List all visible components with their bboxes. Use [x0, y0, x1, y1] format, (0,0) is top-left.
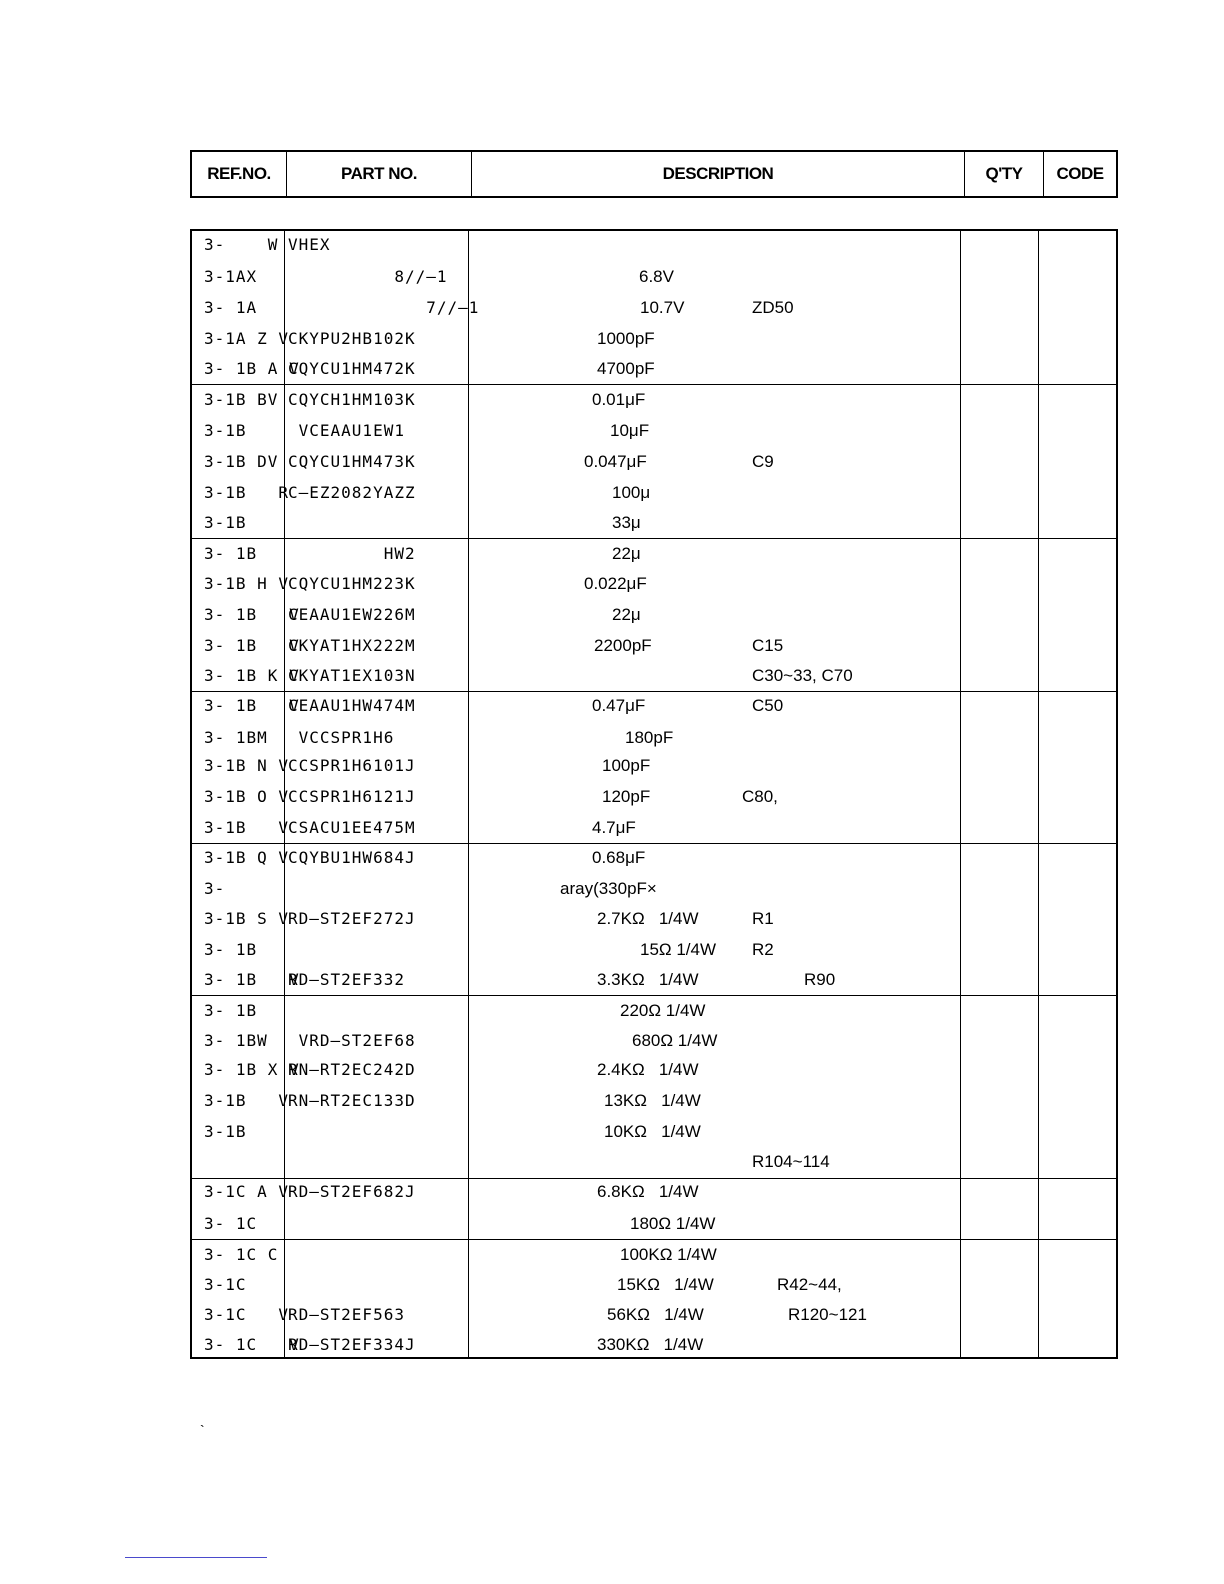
description-note: C30~33, C70 [752, 666, 853, 685]
table-row [192, 1271, 1116, 1301]
header-description: DESCRIPTION [472, 152, 965, 196]
ref-no-cell: 3- 1A [204, 298, 258, 317]
ref-no-cell: 3- 1C C [204, 1245, 279, 1264]
description-note: R104~114 [752, 1152, 830, 1171]
table-row [192, 752, 1116, 782]
ref-no-cell: 3- 1C [204, 1214, 258, 1233]
ref-no-cell: 3- 1B A V [204, 359, 300, 378]
table-row [192, 844, 1116, 874]
description-value: 180pF [625, 728, 674, 747]
table-row [192, 1331, 1116, 1361]
table-row [192, 1241, 1116, 1271]
description-value: 0.01μF [592, 390, 646, 409]
header-code: CODE [1056, 164, 1104, 183]
table-row [192, 783, 1116, 813]
stray-mark: ` [200, 1422, 205, 1438]
table-row [192, 814, 1116, 844]
table-row [192, 1087, 1116, 1117]
ref-no-cell: 3-1B [204, 421, 247, 440]
ref-no-cell: 3- 1B [204, 544, 258, 563]
part-no-cell: RD—ST2EF332 [288, 970, 405, 989]
ref-no-cell: 3-1B DV [204, 452, 279, 471]
part-no-cell: RD—ST2EF563 [288, 1305, 405, 1324]
part-no-cell: CKYAT1EX103N [288, 666, 416, 685]
description-note: C50 [752, 696, 784, 715]
table-row [192, 632, 1116, 662]
description-value: 15KΩ 1/4W [617, 1275, 714, 1294]
part-no-cell: CCSPR1H6121J [288, 787, 416, 806]
table-row [192, 1056, 1116, 1086]
part-no-cell: VCEAAU1EW1 [288, 421, 405, 440]
table-row [192, 1027, 1116, 1057]
table-row [192, 355, 1116, 385]
ref-no-cell: 3-1B BV [204, 390, 279, 409]
ref-no-cell: 3-1C A V [204, 1182, 290, 1201]
table-header [190, 150, 1118, 198]
part-no-cell: RD—ST2EF682J [288, 1182, 416, 1201]
ref-no-cell: 3- 1BW [204, 1031, 268, 1050]
table-row [192, 417, 1116, 447]
description-value: 10μF [610, 421, 650, 440]
ref-no-cell: 3-1B [204, 1122, 247, 1141]
description-value: 120pF [602, 787, 651, 806]
ref-no-cell: 3- 1C V [204, 1335, 300, 1354]
description-value: 13KΩ 1/4W [604, 1091, 701, 1110]
description-note: R2 [752, 940, 774, 959]
part-no-cell: CSACU1EE475M [288, 818, 416, 837]
description-value: 0.47μF [592, 696, 646, 715]
ref-no-cell: 3-1B O V [204, 787, 290, 806]
ref-no-cell: 3-1B N V [204, 756, 290, 775]
description-value: 680Ω 1/4W [632, 1031, 718, 1050]
part-no-cell: CQYCU1HM472K [288, 359, 416, 378]
table-row [192, 325, 1116, 355]
part-no-cell: CQYCU1HM223K [288, 574, 416, 593]
description-note: R120~121 [788, 1305, 867, 1324]
part-no-cell: RD—ST2EF334J [288, 1335, 416, 1354]
part-no-cell: 7//—1 [288, 298, 480, 317]
part-no-cell: CQYCH1HM103K [288, 390, 416, 409]
header-ref-no: REF.NO. [192, 152, 287, 196]
header-part-no: PART NO. [287, 152, 472, 196]
part-no-cell: CKYPU2HB102K [288, 329, 416, 348]
part-no-cell: CKYAT1HX222M [288, 636, 416, 655]
table-row [192, 1178, 1116, 1208]
part-no-cell: RN—RT2EC133D [288, 1091, 416, 1110]
table-row [192, 936, 1116, 966]
ref-no-cell: 3-1B S V [204, 909, 290, 928]
description-value: 56KΩ 1/4W [607, 1305, 704, 1324]
table-row [192, 479, 1116, 509]
description-value: aray(330pF× [560, 879, 657, 898]
table-row [192, 692, 1116, 722]
description-value: 22μ [612, 605, 641, 624]
description-value: 10KΩ 1/4W [604, 1122, 701, 1141]
ref-no-cell: 3-1AX [204, 267, 258, 286]
description-value: 100KΩ 1/4W [620, 1245, 717, 1264]
description-value: 330KΩ 1/4W [597, 1335, 704, 1354]
table-row [192, 1301, 1116, 1331]
table-row [192, 540, 1116, 570]
description-value: 0.022μF [584, 574, 647, 593]
table-row [192, 448, 1116, 478]
description-value: 3.3KΩ 1/4W [597, 970, 699, 989]
description-value: 0.047μF [584, 452, 647, 471]
description-value: 22μ [612, 544, 641, 563]
description-value: 6.8KΩ 1/4W [597, 1182, 699, 1201]
table-row [192, 231, 1116, 261]
ref-no-cell: 3-1A Z V [204, 329, 290, 348]
table-row [192, 509, 1116, 539]
table-row [192, 386, 1116, 416]
ref-no-cell: 3- 1B [204, 1001, 258, 1020]
header-qty: Q'TY [965, 152, 1044, 196]
parts-table [190, 229, 1118, 1359]
table-row [192, 997, 1116, 1027]
ref-no-cell: 3- 1B V [204, 696, 300, 715]
description-value: 33μ [612, 513, 641, 532]
description-value: 100μ [612, 483, 651, 502]
table-row [192, 724, 1116, 754]
ref-no-cell: 3- 1B K V [204, 666, 300, 685]
part-no-cell: VHEX [288, 235, 331, 254]
part-no-cell: C—EZ2082YAZZ [288, 483, 416, 502]
description-value: 4700pF [597, 359, 655, 378]
description-value: 4.7μF [592, 818, 636, 837]
part-no-cell: CCSPR1H6101J [288, 756, 416, 775]
ref-no-cell: 3-1C [204, 1275, 247, 1294]
description-value: 0.68μF [592, 848, 646, 867]
ref-no-cell: 3-1C V [204, 1305, 290, 1324]
description-note: C9 [752, 452, 774, 471]
ref-no-cell: 3- 1B V [204, 636, 300, 655]
description-value: 6.8V [639, 267, 674, 286]
ref-no-cell: 3- [204, 879, 226, 898]
table-row [192, 1210, 1116, 1240]
part-no-cell: CEAAU1EW226M [288, 605, 416, 624]
description-value: 2.7KΩ 1/4W [597, 909, 699, 928]
part-no-cell: CQYCU1HM473K [288, 452, 416, 471]
table-row [192, 1148, 1116, 1178]
ref-no-cell: 3-1B R [204, 483, 290, 502]
table-row [192, 966, 1116, 996]
description-value: 10.7V [640, 298, 685, 317]
part-no-cell: RD—ST2EF272J [288, 909, 416, 928]
ref-no-cell: 3- 1B X V [204, 1060, 300, 1079]
ref-no-cell: 3- 1B [204, 940, 258, 959]
description-note: R90 [804, 970, 836, 989]
description-note: R42~44, [777, 1275, 842, 1294]
description-note: ZD50 [752, 298, 794, 317]
ref-no-cell: 3- 1BM [204, 728, 268, 747]
table-row [192, 263, 1116, 293]
description-value: 100pF [602, 756, 651, 775]
description-note: C80, [742, 787, 778, 806]
part-no-cell: CEAAU1HW474M [288, 696, 416, 715]
ref-no-cell: 3- 1B V [204, 605, 300, 624]
part-no-cell: HW2 [288, 544, 416, 563]
ref-no-cell: 3-1B H V [204, 574, 290, 593]
table-row [192, 875, 1116, 905]
description-value: 2.4KΩ 1/4W [597, 1060, 699, 1079]
description-value: 180Ω 1/4W [630, 1214, 716, 1233]
description-value: 2200pF [594, 636, 652, 655]
ref-no-cell: 3- 1B V [204, 970, 300, 989]
part-no-cell: RN—RT2EC242D [288, 1060, 416, 1079]
footer-underline [125, 1557, 267, 1558]
ref-no-cell: 3-1B [204, 513, 247, 532]
part-no-cell: VCCSPR1H6 [288, 728, 395, 747]
description-note: R1 [752, 909, 774, 928]
description-value: 15Ω 1/4W [640, 940, 717, 959]
description-value: 220Ω 1/4W [620, 1001, 706, 1020]
ref-no-cell: 3-1B V [204, 1091, 290, 1110]
part-no-cell: 8//—1 [288, 267, 448, 286]
description-note: C15 [752, 636, 784, 655]
ref-no-cell: 3-1B Q V [204, 848, 290, 867]
table-row [192, 570, 1116, 600]
table-row [192, 905, 1116, 935]
part-no-cell: CQYBU1HW684J [288, 848, 416, 867]
ref-no-cell: 3- W [204, 235, 279, 254]
ref-no-cell: 3-1B V [204, 818, 290, 837]
table-row [192, 662, 1116, 692]
description-value: 1000pF [597, 329, 655, 348]
table-row [192, 601, 1116, 631]
table-row [192, 1118, 1116, 1148]
table-row [192, 294, 1116, 324]
part-no-cell: VRD—ST2EF68 [288, 1031, 416, 1050]
